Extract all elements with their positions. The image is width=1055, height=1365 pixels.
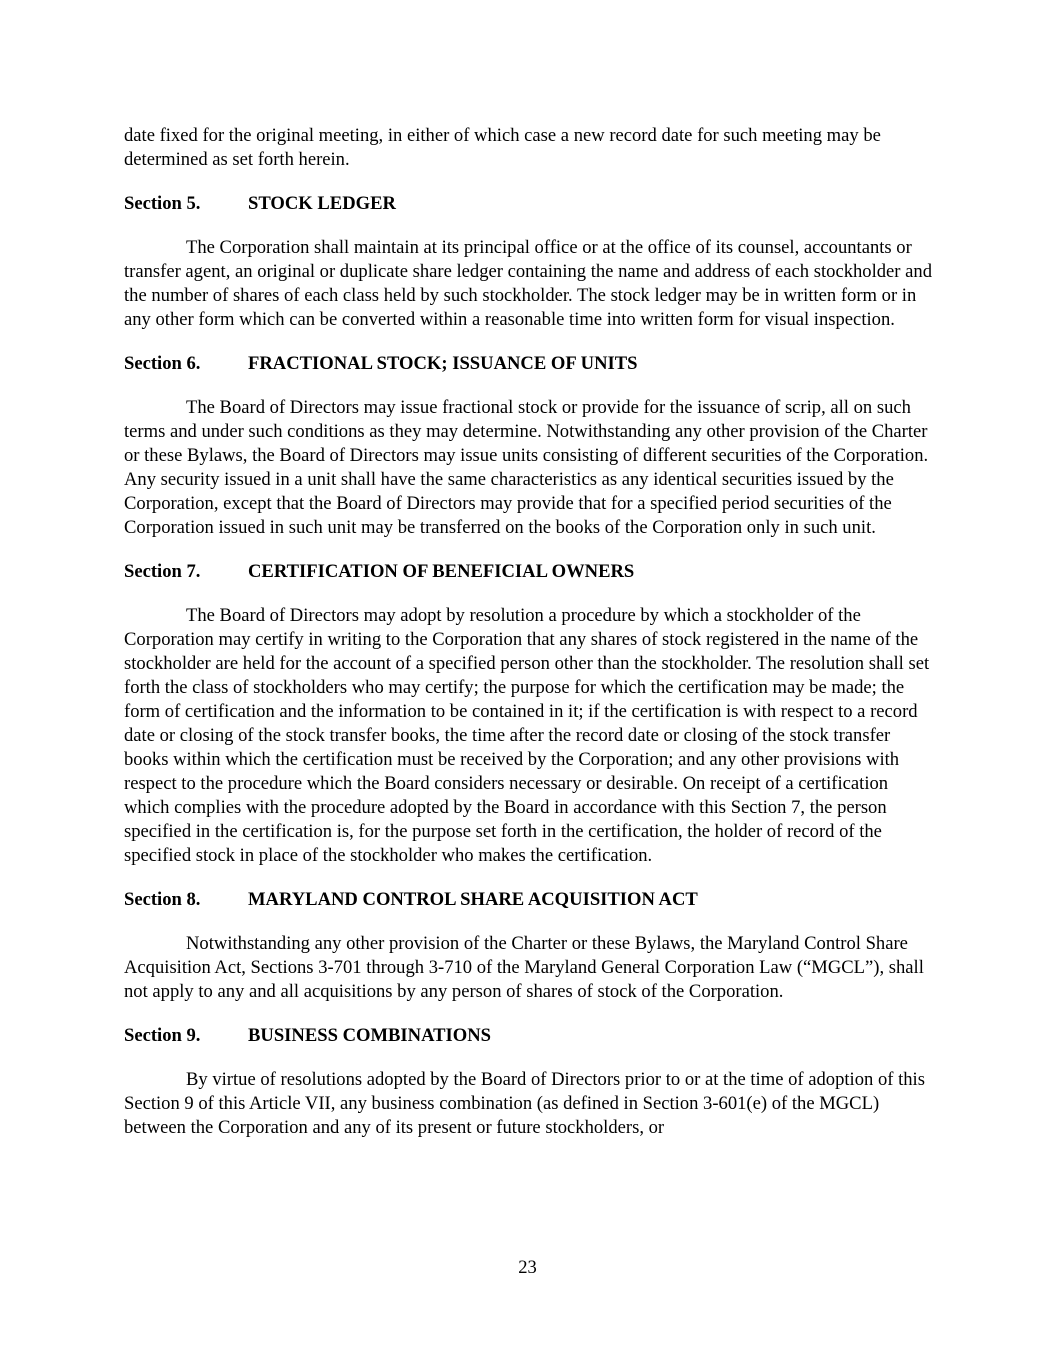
section-9-heading	[124, 1024, 936, 1048]
opening-paragraph: date fixed for the original meeting, in either of which case a new record date for such meeting may be determined as set forth herein.	[124, 125, 881, 170]
section-8-title: MARYLAND CONTROL SHARE ACQUISITION ACT	[248, 889, 698, 910]
section-9-number: Section 9.	[124, 1025, 201, 1046]
section-9-title: BUSINESS COMBINATIONS	[248, 1025, 491, 1046]
section-7-title: CERTIFICATION OF BENEFICIAL OWNERS	[248, 561, 635, 582]
section-8-body: Notwithstanding any other provision of the Charter or these Bylaws, the Maryland Control Share Acquisition Act, Sections 3-701 through 3-710 of the Maryland General Corporation Law (“MGCL”), shall not apply to any and all acquisitions by any person of shares of stock of the Corporation.	[124, 933, 924, 1002]
section-8-heading	[124, 888, 936, 912]
section-7-number: Section 7.	[124, 561, 201, 582]
section-7-body: The Board of Directors may adopt by resolution a procedure by which a stockholder of the Corporation may certify in writing to the Corporation that any shares of stock registered in the name of the stockholder are held for the account of a specified person other than the stockholder. The resolution shall set forth the class of stockholders who may certify; the purpose for which the certification may be made; the form of certification and the information to be contained in it; if the certification is with respect to a record date or closing of the stock transfer books, the time after the record date or closing of the stock transfer books within which the certification must be received by the Corporation; and any other provisions with respect to the procedure which the Board considers necessary or desirable. On receipt of a certification which complies with the procedure adopted by the Board in accordance with this Section 7, the person specified in the certification is, for the purpose set forth in the certification, the holder of record of the specified stock in place of the stockholder who makes the certification.	[124, 605, 930, 866]
section-6-body: The Board of Directors may issue fractional stock or provide for the issuance of scrip, all on such terms and under such conditions as they may determine. Notwithstanding any other provision of the Charter or these Bylaws, the Board of Directors may issue units consisting of different securities of the Corporation. Any security issued in a unit shall have the same characteristics as any identical securities issued by the Corporation, except that the Board of Directors may provide that for a specified period securities of the Corporation issued in such unit may be transferred on the books of the Corporation only in such unit.	[124, 397, 929, 538]
section-6-number: Section 6.	[124, 353, 201, 374]
section-5-number: Section 5.	[124, 193, 201, 214]
section-5-body: The Corporation shall maintain at its principal office or at the office of its counsel, accountants or transfer agent, an original or duplicate share ledger containing the name and address of each stockholder and the number of shares of each class held by such stockholder. The stock ledger may be in written form or in any other form which can be converted within a reasonable time into written form for visual inspection.	[124, 237, 932, 330]
section-9-body: By virtue of resolutions adopted by the Board of Directors prior to or at the time of adoption of this Section 9 of this Article VII, any business combination (as defined in Section 3-601(e) of the MGCL) between the Corporation and any of its present or future stockholders, or	[124, 1069, 925, 1138]
section-8-number: Section 8.	[124, 889, 201, 910]
section-6-heading	[124, 352, 936, 376]
document-page	[124, 124, 936, 1140]
section-6-title: FRACTIONAL STOCK; ISSUANCE OF UNITS	[248, 353, 638, 374]
section-5-title: STOCK LEDGER	[248, 193, 396, 214]
page-number: 23	[518, 1257, 537, 1278]
section-7-heading	[124, 560, 936, 584]
section-5-heading	[124, 192, 936, 216]
